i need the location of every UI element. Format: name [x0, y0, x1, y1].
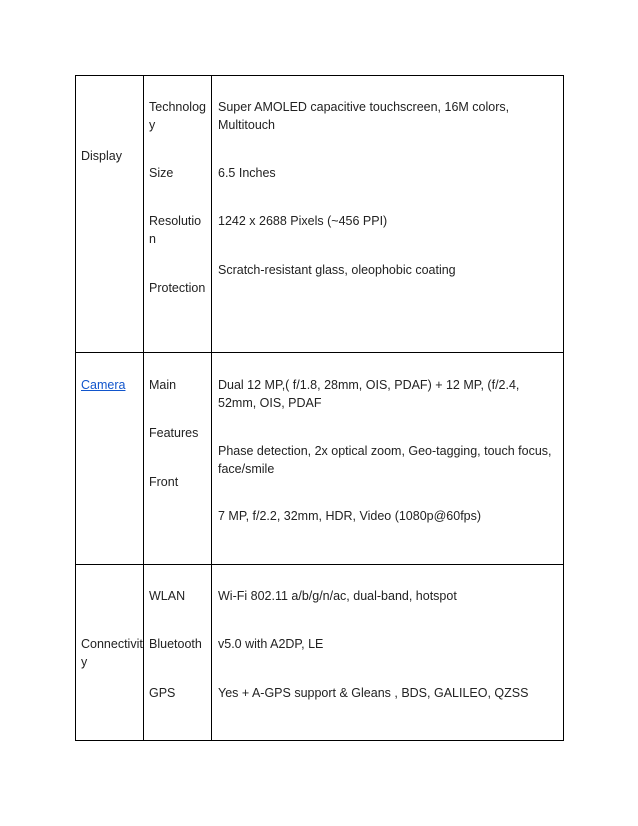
label-cell [144, 565, 212, 741]
category-display: Display [81, 149, 122, 163]
value-protection: Scratch-resistant glass, oleophobic coating [218, 263, 456, 277]
category-connectivity: Connectivity [81, 637, 143, 669]
category-cell [76, 565, 144, 741]
label-technology: Technology [149, 100, 206, 132]
category-camera-link[interactable]: Camera [81, 378, 126, 392]
label-resolution: Resolution [149, 214, 202, 246]
label-cell [144, 76, 212, 353]
value-cell [212, 76, 564, 353]
label-features: Features [149, 426, 199, 440]
value-resolution: 1242 x 2688 Pixels (~456 PPI) [218, 214, 388, 228]
label-front: Front [149, 475, 179, 489]
section-connectivity [76, 565, 564, 741]
value-features: Phase detection, 2x optical zoom, Geo-tagging, touch focus, face/smile [218, 444, 552, 476]
spec-table [75, 75, 564, 741]
value-technology: Super AMOLED capacitive touchscreen, 16M colors, Multitouch [218, 100, 510, 132]
value-wlan: Wi-Fi 802.11 a/b/g/n/ac, dual-band, hotspot [218, 589, 457, 603]
value-cell [212, 565, 564, 741]
label-bluetooth: Bluetooth [149, 637, 202, 651]
value-bluetooth: v5.0 with A2DP, LE [218, 637, 324, 651]
label-wlan: WLAN [149, 589, 186, 603]
value-main: Dual 12 MP,( f/1.8, 28mm, OIS, PDAF) + 12 MP, (f/2.4, 52mm, OIS, PDAF [218, 378, 520, 410]
label-gps: GPS [149, 686, 176, 700]
value-front: 7 MP, f/2.2, 32mm, HDR, Video (1080p@60fps) [218, 509, 482, 523]
label-size: Size [149, 166, 174, 180]
section-camera [76, 353, 564, 565]
value-gps: Yes + A-GPS support & Gleans , BDS, GALILEO, QZSS [218, 686, 529, 700]
category-cell [76, 353, 144, 565]
section-display [76, 76, 564, 353]
category-cell [76, 76, 144, 353]
value-cell [212, 353, 564, 565]
label-main: Main [149, 378, 177, 392]
label-protection: Protection [149, 281, 206, 295]
value-size: 6.5 Inches [218, 166, 276, 180]
label-cell [144, 353, 212, 565]
